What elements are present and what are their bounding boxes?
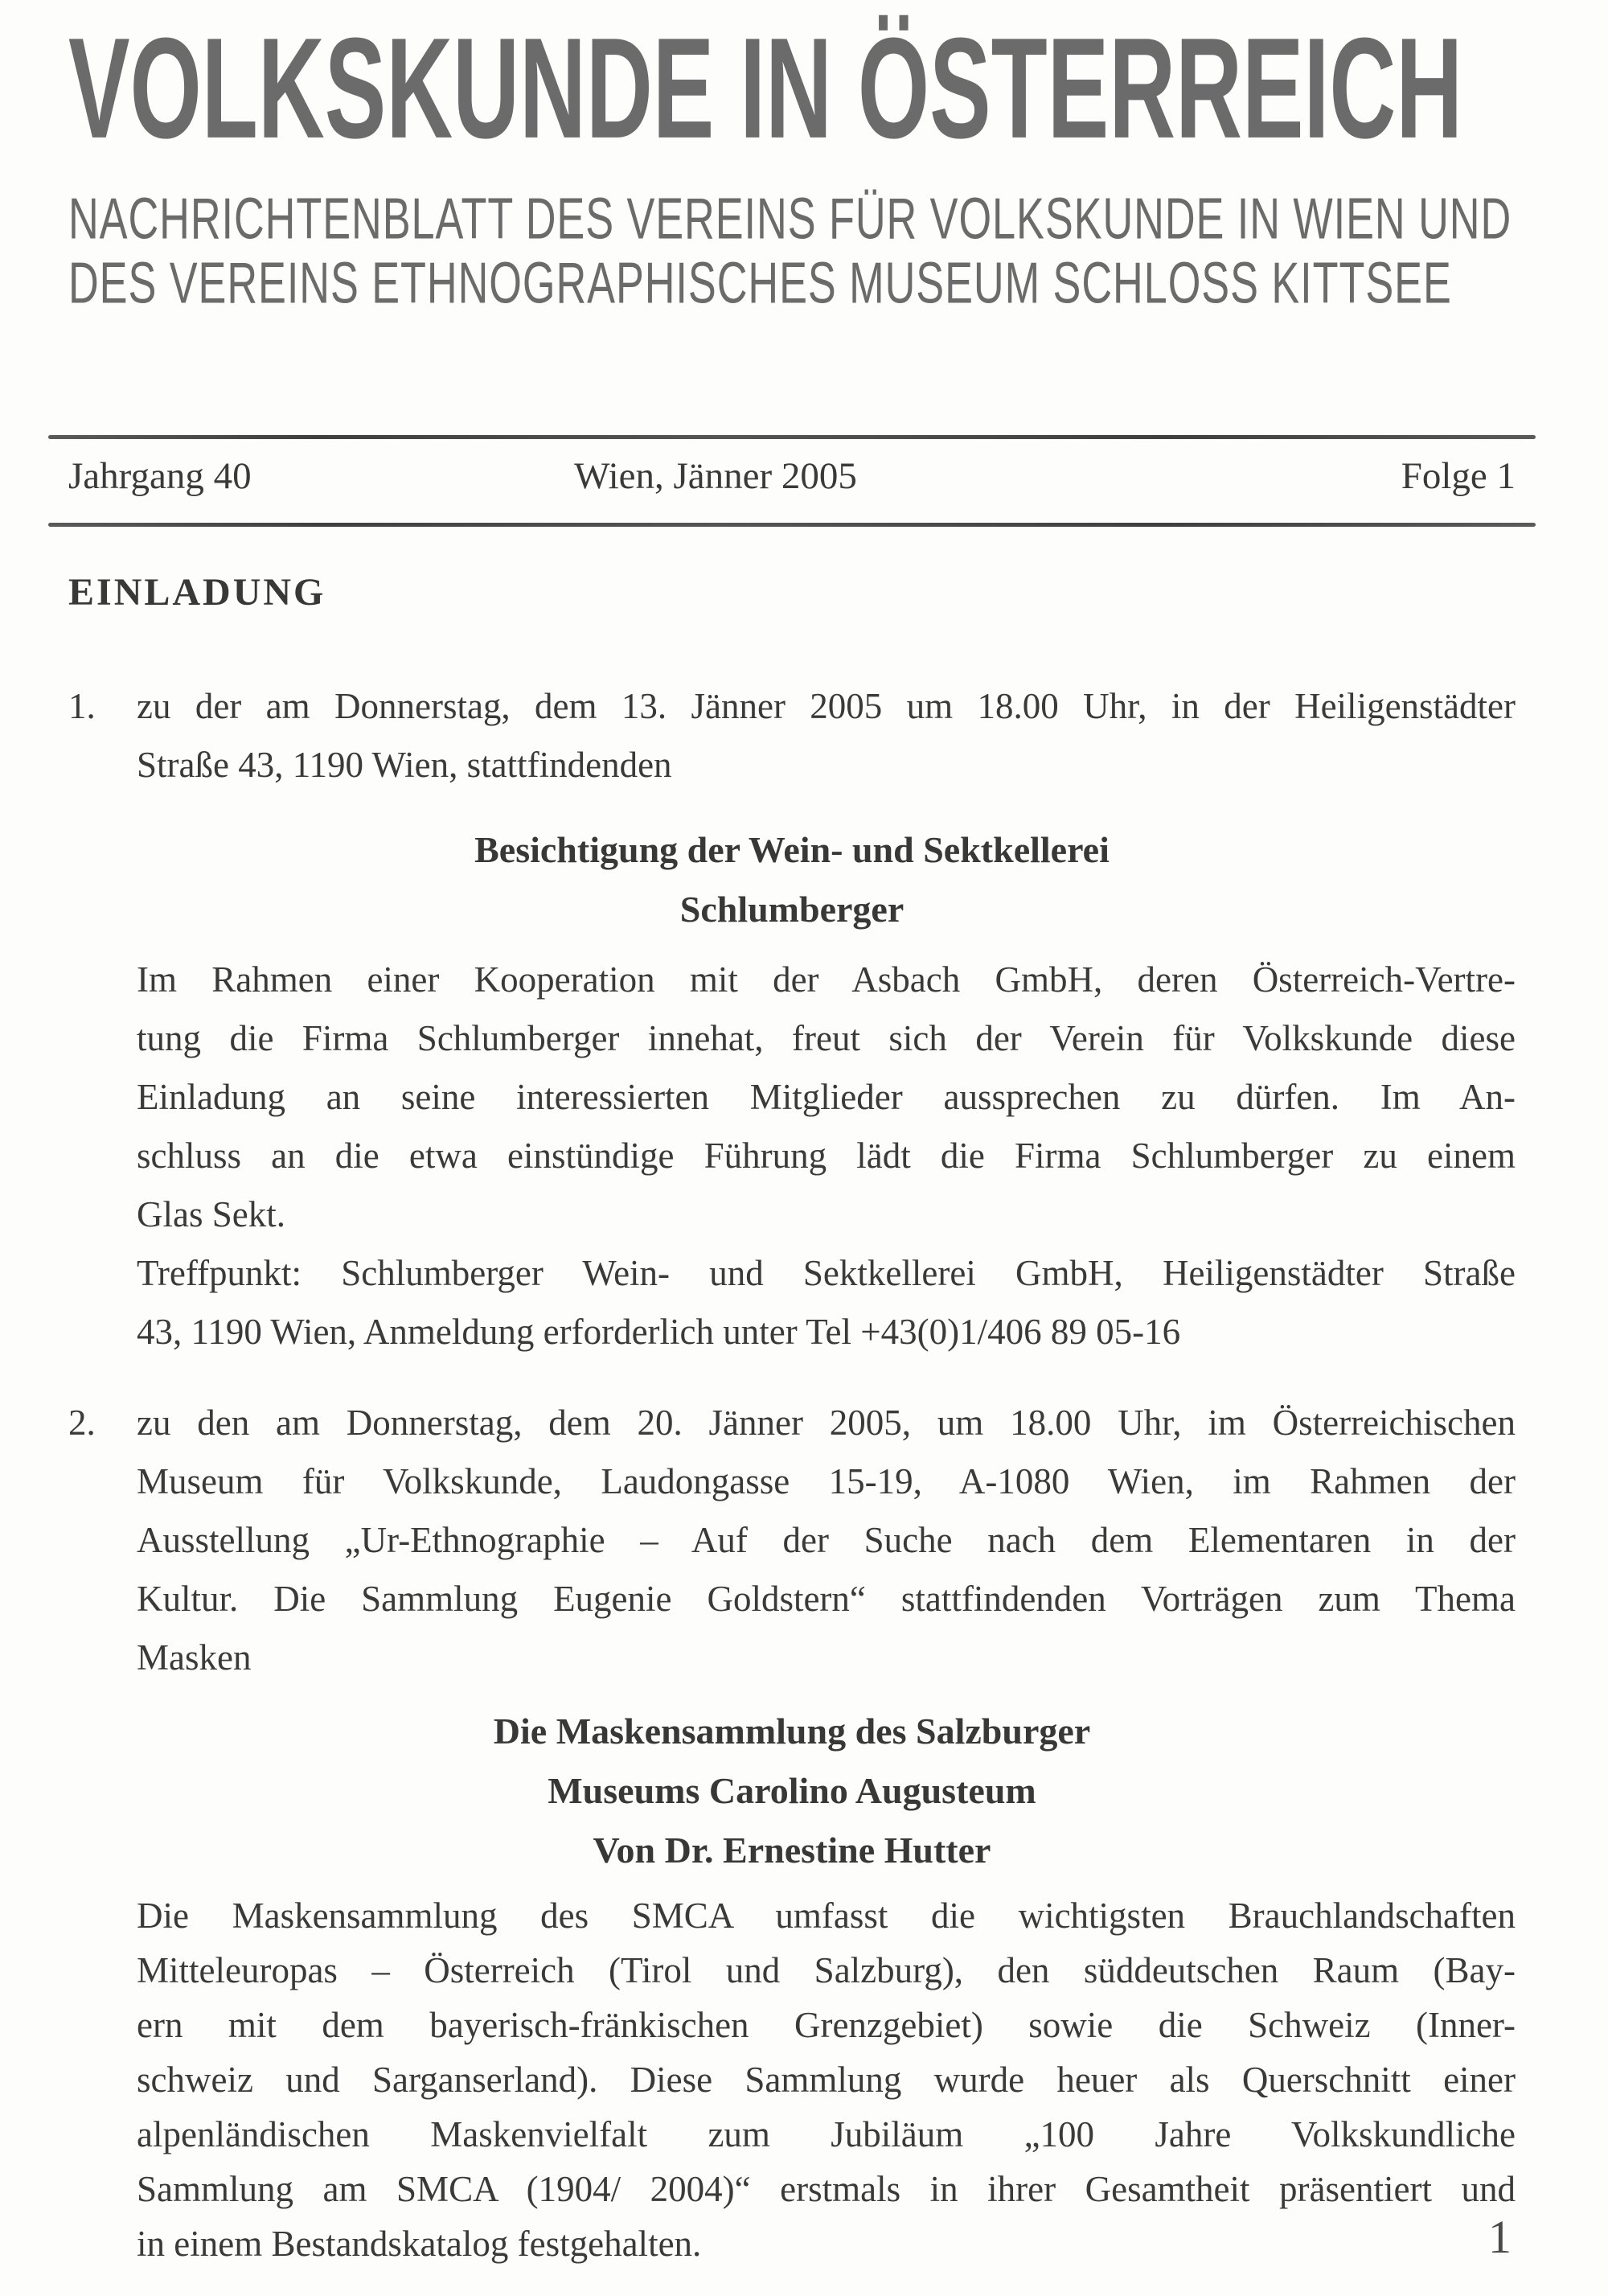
lecture-title-maskensammlung — [68, 1702, 1516, 1880]
item-1-line: zu der am Donnerstag, dem 13. Jänner 2005 um 18.00 Uhr, in der Heiligenstädter — [137, 686, 1516, 726]
newsletter-title-text: VOLKSKUNDE IN ÖSTERREICH — [68, 7, 1463, 169]
item-1-number: 1. — [68, 686, 96, 726]
meeting-point-line: 43, 1190 Wien, Anmeldung erforderlich unter Tel +43(0)1/406 89 05-16 — [137, 1312, 1181, 1352]
event-title-line: Besichtigung der Wein- und Sektkellerei — [474, 829, 1110, 870]
page-number: 1 — [1488, 2211, 1512, 2263]
paragraph-line: Im Rahmen einer Kooperation mit der Asbach GmbH, deren Österreich-Vertre- — [137, 959, 1516, 1000]
paragraph-line: alpenländischen Maskenvielfalt zum Jubiläum „100 Jahre Volkskundliche — [137, 2114, 1516, 2154]
event-title-schlumberger — [68, 820, 1516, 939]
item-1-line: Straße 43, 1190 Wien, stattfindenden — [137, 745, 672, 785]
item-2-text — [137, 1394, 1516, 1687]
item-2-number: 2. — [68, 1403, 96, 1443]
item-1-text — [137, 677, 1516, 795]
newsletter-title — [68, 7, 1516, 199]
list-item-2 — [68, 1394, 1516, 1687]
issue-info-row — [68, 452, 1516, 516]
paragraph-line: schweiz und Sarganserland). Diese Sammlung wurde heuer als Querschnitt einer — [137, 2060, 1516, 2100]
paragraph-line: schluss an die etwa einstündige Führung lädt die Firma Schlumberger zu einem — [137, 1136, 1516, 1176]
paragraph-line: Glas Sekt. — [137, 1194, 285, 1234]
lecture-title-line: Museums Carolino Augusteum — [548, 1770, 1036, 1811]
list-item-1 — [68, 677, 1516, 795]
meeting-point-line: Treffpunkt: Schlumberger Wein- und Sektkellerei GmbH, Heiligenstädter Straße — [137, 1253, 1516, 1293]
item-2-line: zu den am Donnerstag, dem 20. Jänner 2005, um 18.00 Uhr, im Österreichischen — [137, 1403, 1516, 1443]
paragraph-line: Einladung an seine interessierten Mitglieder aussprechen zu dürfen. Im An- — [137, 1077, 1516, 1117]
newsletter-subtitle-line-1: NACHRICHTENBLATT DES VEREINS FÜR VOLKSKUNDE IN WIEN UND — [68, 185, 1512, 252]
paragraph-line: in einem Bestandskatalog festgehalten. — [137, 2224, 702, 2264]
paragraph-line: ern mit dem bayerisch-fränkischen Grenzgebiet) sowie die Schweiz (Inner- — [137, 2005, 1516, 2045]
item-2-line: Kultur. Die Sammlung Eugenie Goldstern“ stattfindenden Vorträgen zum Thema — [137, 1579, 1516, 1619]
paragraph-line: Die Maskensammlung des SMCA umfasst die wichtigsten Brauchlandschaften — [137, 1896, 1516, 1936]
event-title-line: Schlumberger — [679, 889, 904, 930]
place-date-label: Wien, Jänner 2005 — [574, 455, 857, 497]
paragraph-line: Sammlung am SMCA (1904/ 2004)“ erstmals in ihrer Gesamtheit präsentiert und — [137, 2169, 1516, 2209]
paragraph-schlumberger — [137, 951, 1516, 1362]
lecture-title-line: Die Maskensammlung des Salzburger — [493, 1711, 1091, 1752]
volume-label: Jahrgang 40 — [68, 455, 252, 497]
horizontal-rule-bottom — [48, 523, 1536, 527]
paragraph-line: tung die Firma Schlumberger innehat, freut sich der Verein für Volkskunde diese — [137, 1018, 1516, 1058]
item-2-line: Ausstellung „Ur-Ethnographie – Auf der Suche nach dem Elementaren in der — [137, 1520, 1516, 1560]
lecture-title-line: Von Dr. Ernestine Hutter — [593, 1830, 991, 1871]
paragraph-line: Mitteleuropas – Österreich (Tirol und Salzburg), den süddeutschen Raum (Bay- — [137, 1950, 1516, 1990]
newsletter-subtitle-line-2: DES VEREINS ETHNOGRAPHISCHES MUSEUM SCHLOSS KITTSEE — [68, 249, 1452, 316]
issue-number-label: Folge 1 — [1401, 455, 1516, 497]
item-2-line: Masken — [137, 1637, 252, 1678]
paragraph-maskensammlung — [137, 1888, 1516, 2271]
section-heading: EINLADUNG — [68, 571, 326, 614]
item-2-line: Museum für Volkskunde, Laudongasse 15-19, A-1080 Wien, im Rahmen der — [137, 1461, 1516, 1501]
horizontal-rule-top — [48, 435, 1536, 439]
